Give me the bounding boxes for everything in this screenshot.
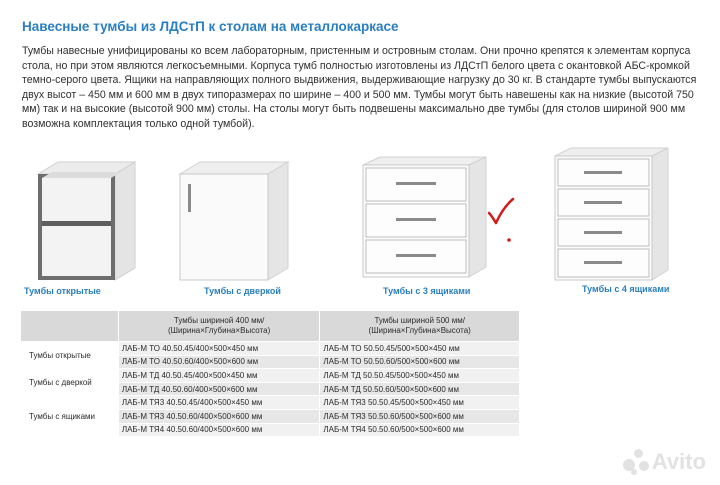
group-label-door: Тумбы с дверкой [21,369,119,396]
table-cell: ЛАБ-М ТО 40.50.45/400×500×450 мм [118,342,320,356]
table-cell: ЛАБ-М ТЯ4 50.50.60/500×500×600 мм [320,423,520,437]
table-cell: ЛАБ-М ТЯ4 40.50.60/400×500×600 мм [118,423,320,437]
table-cell: ЛАБ-М ТД 50.50.45/500×500×450 мм [320,369,520,383]
column-header-400: Тумбы шириной 400 мм/ (Ширина×Глубина×Высота) [118,311,320,342]
avito-logo-icon [623,449,649,475]
table-cell: ЛАБ-М ТД 40.50.60/400×500×600 мм [118,382,320,396]
specification-table [20,310,520,437]
page-title: Навесные тумбы из ЛДСтП к столам на металлокаркасе [22,19,399,34]
table-cell: ЛАБ-М ТЯ3 40.50.60/400×500×600 мм [118,409,320,423]
table-cell: ЛАБ-М ТД 50.50.60/500×500×600 мм [320,382,520,396]
table-cell: ЛАБ-М ТО 50.50.60/500×500×600 мм [320,355,520,369]
four-drawer-cabinet-image [552,146,672,284]
product-label-door: Тумбы с дверкой [204,286,281,296]
product-label-open: Тумбы открытые [24,286,101,296]
avito-watermark [623,449,706,475]
product-label-three-drawers: Тумбы с 3 ящиками [383,286,471,296]
table-cell: ЛАБ-М ТД 40.50.45/400×500×450 мм [118,369,320,383]
open-cabinet-image [30,160,140,285]
table-cell: ЛАБ-М ТЯ3 50.50.60/500×500×600 мм [320,409,520,423]
group-label-open: Тумбы открытые [21,342,119,369]
red-checkmark-icon [486,196,516,244]
table-cell: ЛАБ-М ТЯ3 40.50.45/400×500×450 мм [118,396,320,410]
three-drawer-cabinet-image [360,155,490,285]
table-corner-cell [21,311,119,342]
column-header-500: Тумбы шириной 500 мм/ (Ширина×Глубина×Высота) [320,311,520,342]
watermark-text: Avito [651,449,706,474]
description-paragraph: Тумбы навесные унифицированы ко всем лабораторным, пристенным и островным столам. Они прочно крепятся к элементам корпуса стола, но при этом являются легкосъемными. Корпуса тумб полностью изготовлены из ЛДСтП белого цвета с окантовкой АБС-кромкой темно-серого цвета. Ящики на направляющих полного выдвижения, выдерживающие нагрузку до 30 кг. В стандарте тумбы выпускаются двух высот – 450 мм и 600 мм в двух типоразмерах по ширине – 400 и 500 мм. Тумбы могут быть навешены как на низкие (высотой 750 мм) так и на высокие (высотой 900 мм) столы. На столы могут быть подвешены максимально две тумбы (для столов шириной 900 мм возможна комплектация только одной тумбой). [22,45,697,130]
table-cell: ЛАБ-М ТО 50.50.45/500×500×450 мм [320,342,520,356]
table-cell: ЛАБ-М ТЯ3 50.50.45/500×500×450 мм [320,396,520,410]
table-cell: ЛАБ-М ТО 40.50.60/400×500×600 мм [118,355,320,369]
group-label-drawers: Тумбы с ящиками [21,396,119,437]
door-cabinet-image [178,160,293,285]
product-label-four-drawers: Тумбы с 4 ящиками [582,284,670,294]
